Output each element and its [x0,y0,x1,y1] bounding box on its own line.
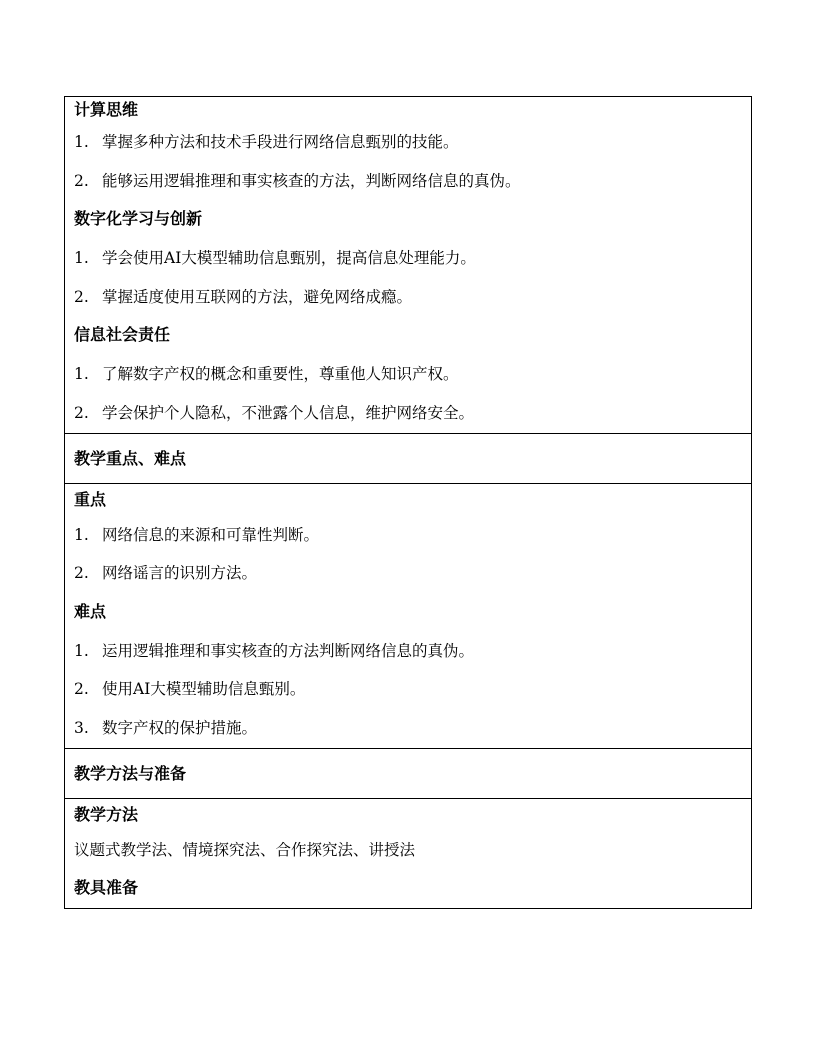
key-points-cell [65,484,751,749]
lesson-plan-table [64,96,752,909]
list-item: 2. 掌握适度使用互联网的方法，避免网络成瘾。 [74,287,413,306]
list-item: 1. 掌握多种方法和技术手段进行网络信息甄别的技能。 [74,133,459,151]
list-item: 1. 网络信息的来源和可靠性判断。 [74,525,320,544]
methods-heading: 教学方法 [74,804,139,824]
list-item: 2. 网络谣言的识别方法。 [74,564,258,583]
digital-learning-heading: 数字化学习与创新 [74,209,203,229]
list-item: 2. 使用AI大模型辅助信息甄别。 [74,680,306,699]
literacy-objectives-cell [65,97,751,434]
list-item: 1. 运用逻辑推理和事实核查的方法判断网络信息的真伪。 [74,641,475,660]
key-points-title-cell [65,434,751,484]
list-item: 2. 能够运用逻辑推理和事实核查的方法，判断网络信息的真伪。 [74,171,521,190]
focus-heading: 重点 [74,489,107,509]
difficulty-heading: 难点 [74,601,107,621]
methods-cell [65,799,751,908]
methods-text: 议题式教学法、情境探究法、合作探究法、讲授法 [74,840,416,859]
list-item: 1. 了解数字产权的概念和重要性，尊重他人知识产权。 [74,365,459,384]
list-item: 1. 学会使用AI大模型辅助信息甄别，提高信息处理能力。 [74,249,476,268]
section-title: 教学重点、难点 [74,448,187,468]
methods-title-cell [65,749,751,799]
social-responsibility-heading: 信息社会责任 [74,325,171,345]
computational-thinking-heading: 计算思维 [74,100,139,119]
list-item: 3. 数字产权的保护措施。 [74,718,258,737]
section-title: 教学方法与准备 [74,763,187,783]
tools-heading: 教具准备 [74,878,139,898]
list-item: 2. 学会保护个人隐私，不泄露个人信息，维护网络安全。 [74,403,475,422]
